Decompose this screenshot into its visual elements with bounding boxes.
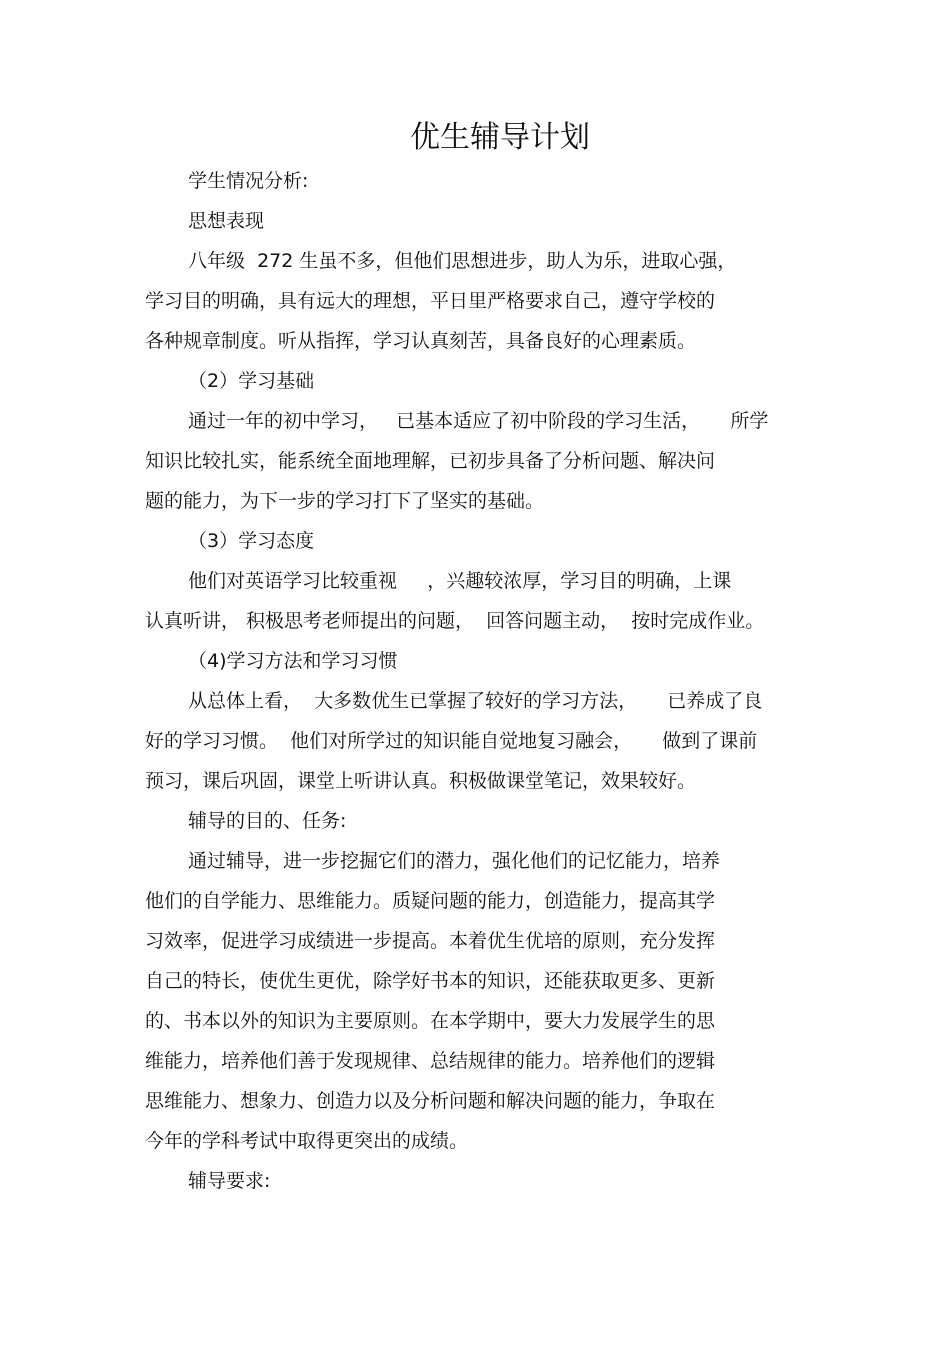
- paragraph-line: 好的学习习惯。 他们对所学过的知识能自觉地复习融会， 做到了课前: [145, 730, 758, 752]
- paragraph-line: 预习，课后巩固，课堂上听讲认真。积极做课堂笔记，效果较好。: [145, 770, 697, 792]
- paragraph-line: 认真听讲， 积极思考老师提出的问题， 回答问题主动， 按时完成作业。: [145, 610, 765, 632]
- paragraph-line: 各种规章制度。听从指挥，学习认真刻苦，具备良好的心理素质。: [145, 330, 697, 352]
- page-title: 优生辅导计划: [410, 120, 590, 155]
- paragraph-line: 八年级 272 生虽不多，但他们思想进步，助人为乐，进取心强，: [188, 250, 737, 272]
- heading-student-analysis: 学生情况分析:: [188, 170, 309, 192]
- paragraph-line: 习效率，促进学习成绩进一步提高。本着优生优培的原则，充分发挥: [145, 930, 716, 952]
- paragraph-line: 知识比较扎实，能系统全面地理解，已初步具备了分析问题、解决问: [145, 450, 716, 472]
- paragraph-line: 从总体上看， 大多数优生已掌握了较好的学习方法， 已养成了良: [188, 690, 763, 712]
- paragraph-line: 思维能力、想象力、创造力以及分析问题和解决问题的能力，争取在: [145, 1090, 716, 1112]
- subheading-ideology: 思想表现: [188, 210, 265, 232]
- paragraph-line: 的、书本以外的知识为主要原则。在本学期中，要大力发展学生的思: [145, 1010, 716, 1032]
- subheading-learning-methods: （4)学习方法和学习习惯: [188, 650, 398, 672]
- paragraph-line: 学习目的明确，具有远大的理想，平日里严格要求自己，遵守学校的: [145, 290, 716, 312]
- heading-goals-tasks: 辅导的目的、任务:: [188, 810, 347, 832]
- paragraph-line: 他们对英语学习比较重视 ，兴趣较浓厚，学习目的明确，上课: [188, 570, 732, 592]
- paragraph-line: 他们的自学能力、思维能力。质疑问题的能力，创造能力，提高其学: [145, 890, 716, 912]
- subheading-learning-foundation: （2）学习基础: [188, 370, 315, 392]
- paragraph-line: 维能力，培养他们善于发现规律、总结规律的能力。培养他们的逻辑: [145, 1050, 716, 1072]
- paragraph-line: 今年的学科考试中取得更突出的成绩。: [145, 1130, 469, 1152]
- paragraph-line: 通过一年的初中学习， 已基本适应了初中阶段的学习生活， 所学: [188, 410, 769, 432]
- paragraph-line: 通过辅导，进一步挖掘它们的潜力，强化他们的记忆能力，培养: [188, 850, 721, 872]
- heading-requirements: 辅导要求:: [188, 1170, 271, 1192]
- paragraph-line: 题的能力，为下一步的学习打下了坚实的基础。: [145, 490, 545, 512]
- subheading-learning-attitude: （3）学习态度: [188, 530, 315, 552]
- paragraph-line: 自己的特长，使优生更优，除学好书本的知识，还能获取更多、更新: [145, 970, 716, 992]
